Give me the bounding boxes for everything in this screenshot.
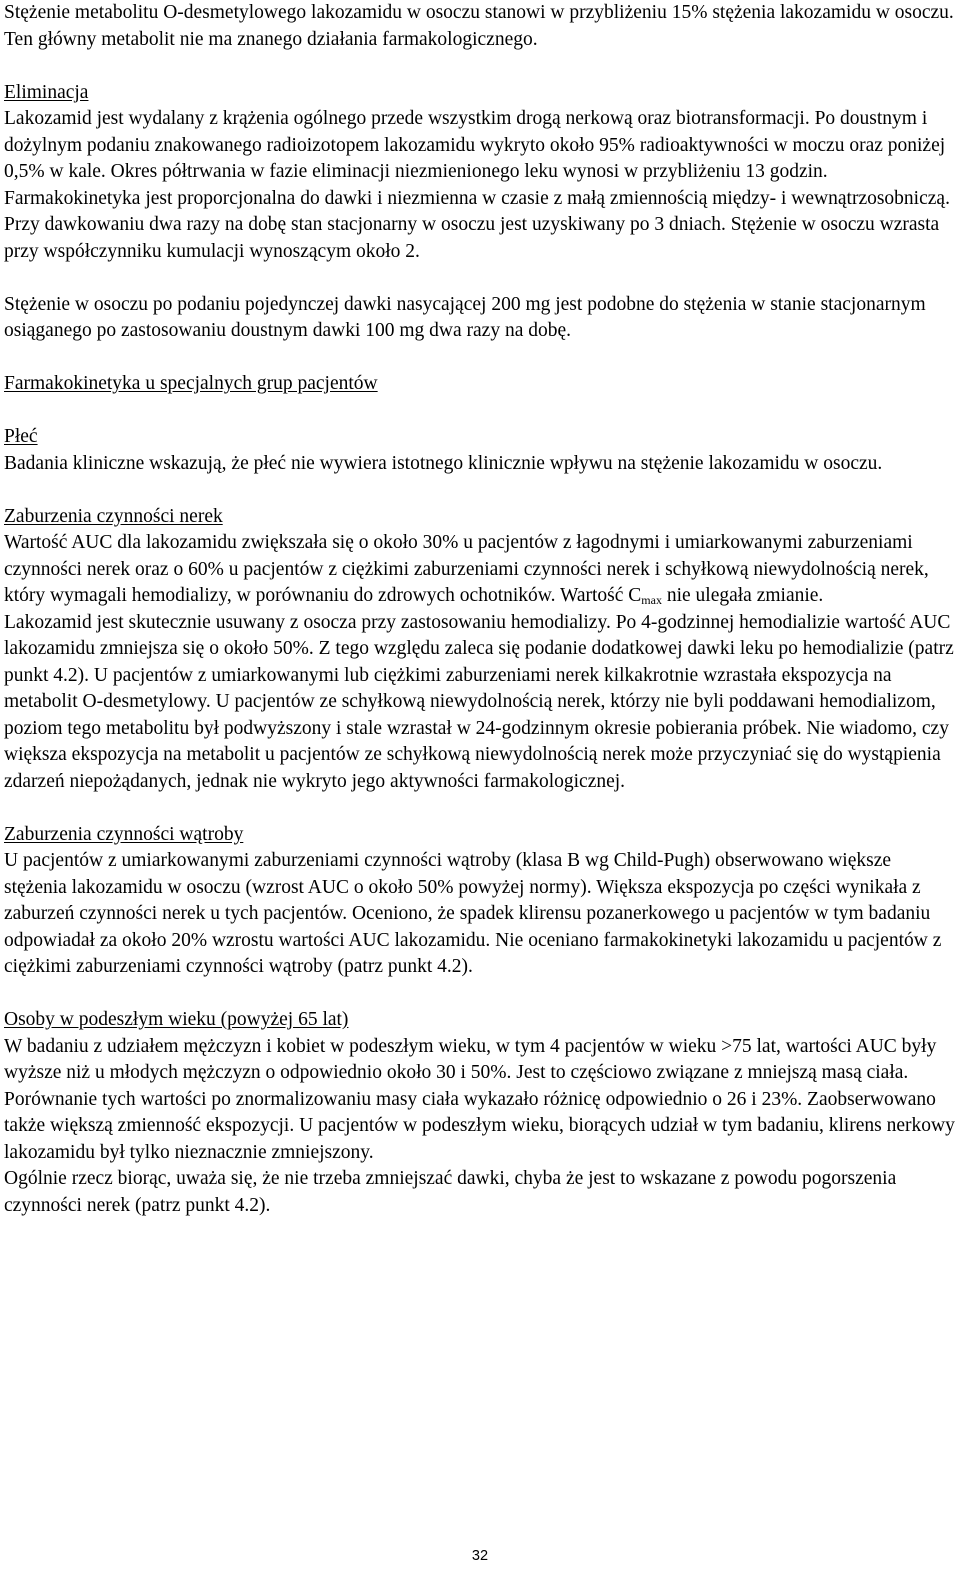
elderly-paragraph-1: W badaniu z udziałem mężczyzn i kobiet w podeszłym wieku, w tym 4 pacjentów w wieku >75 lat, wartości AUC były wyższe niż u młodych mężczyzn o odpowiednio około 30 i 50%. Jest to częściowo związane z mniejszą masą ciała. Porównanie tych wartości po znormalizowaniu masy ciała wykazało różnicę odpowiednio o 26 i 23%. Zaobserwowano także większą zmienność ekspozycji. U pacjentów w podeszłym wieku, biorących udział w tym badaniu, klirens nerkowy lakozamidu był tylko nieznacznie zmniejszony. [4, 1035, 955, 1163]
spacer [4, 981, 956, 1008]
spacer [4, 345, 956, 372]
metabolite-paragraph: Stężenie metabolitu O-desmetylowego lakozamidu w osoczu stanowi w przybliżeniu 15% stężenia lakozamidu w osoczu. Ten główny metabolit nie ma znanego działania farmakologicznego. [4, 2, 954, 50]
renal-paragraph-1 [4, 530, 956, 610]
hepatic-paragraph: U pacjentów z umiarkowanymi zaburzeniami czynności wątroby (klasa B wg Child-Pugh) obserwowano większe stężenia lakozamidu w osoczu (wzrost AUC o około 50% powyżej normy). Większa ekspozycja po części wynikała z zaburzeń czynności nerek u tych pacjentów. Oceniono, że spadek klirensu pozanerkowego u pacjentów w tym badaniu odpowiadał za około 20% wzrostu wartości AUC lakozamidu. Nie oceniano farmakokinetyki lakozamidu u pacjentów z ciężkimi zaburzeniami czynności wątroby (patrz punkt 4.2). [4, 850, 942, 977]
renal-paragraph-2: Lakozamid jest skutecznie usuwany z osocza przy zastosowaniu hemodializy. Po 4-godzinnej hemodializie wartość AUC lakozamidu zmniejsza się o około 50%. Z tego względu zaleca się podanie dodatkowej dawki leku po hemodializie (patrz punkt 4.2). U pacjentów z umiarkowanymi lub ciężkimi zaburzeniami nerek kilkakrotnie wzrastała ekspozycja na metabolit O-desmetylowy. U pacjentów ze schyłkową niewydolnością nerek, którzy nie byli poddawani hemodializom, poziom tego metabolitu był podwyższony i stale wzrastał w 24-godzinnym okresie pobierania próbek. Nie wiadomo, czy większa ekspozycja na metabolit u pacjentów ze schyłkową niewydolnością nerek może przyczyniać się do wystąpienia zdarzeń niepożądanych, jednak nie wykryto jego aktywności farmakologicznej. [4, 611, 954, 792]
renal-heading: Zaburzenia czynności nerek [4, 505, 223, 527]
cmax-subscript: max [641, 593, 662, 607]
spacer [4, 795, 956, 822]
spacer [4, 477, 956, 504]
spacer [4, 265, 956, 292]
elderly-paragraph-2: Ogólnie rzecz biorąc, uważa się, że nie trzeba zmniejszać dawki, chyba że jest to wskazane z powodu pogorszenia czynności nerek (patrz punkt 4.2). [4, 1168, 897, 1216]
loading-dose-paragraph: Stężenie w osoczu po podaniu pojedynczej dawki nasycającej 200 mg jest podobne do stężenia w stanie stacjonarnym osiąganego po zastosowaniu doustnym dawki 100 mg dwa razy na dobę. [4, 293, 926, 341]
hepatic-heading: Zaburzenia czynności wątroby [4, 823, 244, 845]
sex-heading: Płeć [4, 426, 38, 447]
elimination-paragraph: Lakozamid jest wydalany z krążenia ogólnego przede wszystkim drogą nerkową oraz biotransformacji. Po doustnym i dożylnym podaniu znakowanego radioizotopem lakozamidu wykryto około 95% radioaktywności w moczu oraz poniżej 0,5% w kale. Okres półtrwania w fazie eliminacji niezmienionego leku wynosi w przybliżeniu 13 godzin. Farmakokinetyka jest proporcjonalna do dawki i niezmienna w czasie z małą zmiennością między- i wewnątrzosobniczą. Przy dawkowaniu dwa razy na dobę stan stacjonarny w osoczu jest uzyskiwany po 3 dniach. Stężenie w osoczu wzrasta przy współczynniku kumulacji wynoszącym około 2. [4, 108, 950, 262]
elimination-heading: Eliminacja [4, 81, 89, 103]
elderly-heading: Osoby w podeszłym wieku (powyżej 65 lat) [4, 1009, 349, 1030]
special-groups-heading: Farmakokinetyka u specjalnych grup pacjentów [4, 373, 378, 394]
document-body [4, 0, 956, 1219]
page-number: 32 [471, 1548, 489, 1564]
renal-text-after: nie ulegała zmianie. [661, 585, 824, 606]
sex-paragraph: Badania kliniczne wskazują, że płeć nie wywiera istotnego klinicznie wpływu na stężenie lakozamidu w osoczu. [4, 452, 883, 474]
spacer [4, 398, 956, 425]
renal-text-before: Wartość AUC dla lakozamidu zwiększała się o około 30% u pacjentów z łagodnymi i umiarkowanymi zaburzeniami czynności nerek oraz o 60% u pacjentów z ciężkimi zaburzeniami czynności nerek i schyłkową niewydolnością nerek, który wymagali hemodializy, w porównaniu do zdrowych ochotników. Wartość C [4, 532, 929, 606]
spacer [4, 53, 956, 80]
